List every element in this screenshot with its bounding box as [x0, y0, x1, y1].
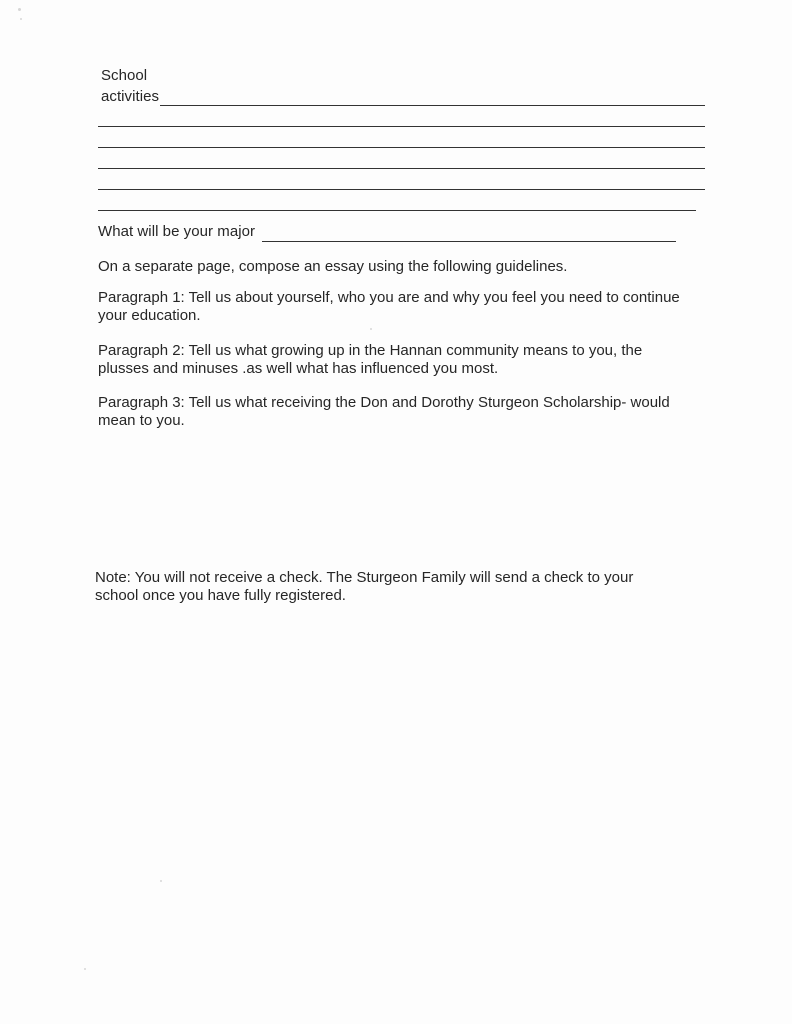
scan-speck — [84, 968, 86, 970]
essay-paragraph-1: Paragraph 1: Tell us about yourself, who you are and why you feel you need to continue your education. — [98, 289, 680, 324]
school-label: School — [101, 67, 148, 84]
activities-line[interactable] — [98, 189, 705, 190]
scan-speck — [20, 18, 22, 20]
activities-label: activities — [101, 88, 160, 105]
essay-paragraph-2: Paragraph 2: Tell us what growing up in the Hannan community means to you, the plusses and minuses .as well what has influenced you most. — [98, 342, 643, 377]
major-label: What will be your major — [98, 223, 256, 240]
scan-speck — [160, 880, 162, 882]
activities-line[interactable] — [98, 168, 705, 169]
activities-line[interactable] — [98, 147, 705, 148]
activities-line[interactable] — [98, 126, 705, 127]
scan-speck — [18, 8, 21, 11]
activities-line[interactable] — [160, 105, 705, 106]
essay-intro: On a separate page, compose an essay using the following guidelines. — [98, 258, 568, 275]
major-line[interactable] — [262, 241, 676, 242]
essay-paragraph-3: Paragraph 3: Tell us what receiving the Don and Dorothy Sturgeon Scholarship- would mean to you. — [98, 394, 670, 429]
note-text: Note: You will not receive a check. The Sturgeon Family will send a check to your school once you have fully registered. — [95, 569, 634, 604]
scan-speck — [370, 328, 372, 330]
activities-line[interactable] — [98, 210, 696, 211]
